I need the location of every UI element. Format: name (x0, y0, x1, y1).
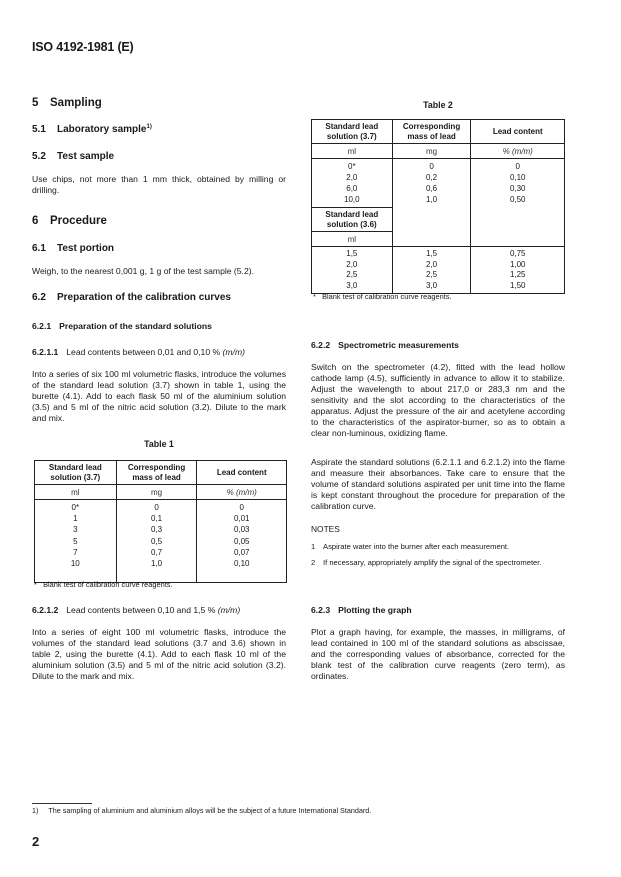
table-cell: 0,05 (233, 536, 250, 546)
section-6-2-2-text-1: Switch on the spectrometer (4.2), fitted with the lead hollow cathode lamp (4.5), sufficiently in advance to allow it to stabilize. Adjust the wavelength to about 217,0 or 283,3 nm and the sensitivity and the slot according to the characteristics of the apparatus. Adjust the pressure of the air and acetylene according to the characteristics of the aspirator-burner, so as to obtain a clear non-luminous, oxidizing flame. (311, 362, 565, 438)
table-cell: 0,01 (233, 514, 250, 524)
table-cell: 1,5 (346, 249, 358, 258)
table-2-unit: mg (392, 144, 471, 159)
table-2-subheader: Standard lead solution (3.6) (312, 208, 393, 232)
table-cell: 1,00 (509, 259, 526, 269)
table-cell: 0,3 (150, 525, 163, 535)
page-footnote: 1) The sampling of aluminium and aluminium alloys will be the subject of a future International Standard. (32, 806, 372, 815)
table-2-col-content-b (471, 247, 565, 294)
table-cell: 1,5 (425, 249, 438, 258)
table-cell: 5 (73, 536, 78, 546)
table-2-header-solution: Standard lead solution (3.7) (312, 120, 393, 144)
table-cell: 0,75 (509, 249, 526, 258)
table-cell: 1,50 (509, 280, 526, 290)
table-1-unit: ml (35, 485, 117, 500)
table-1-title: Table 1 (144, 439, 174, 449)
table-1-header-content: Lead content (197, 461, 287, 485)
table-1-unit: mg (116, 485, 197, 500)
table-cell: 0 (429, 162, 434, 171)
table-cell: 0* (71, 503, 80, 512)
section-6-2-1-1-text: Into a series of six 100 ml volumetric flasks, introduce the volumes of the standard lead solution (3.7) shown in table 1, using the burette (4.1). Add to each flask 50 ml of the aluminium solution (3.5) and 5 ml of the nitric acid solution (3.2). Dilute to the mark and mix. (32, 369, 286, 423)
table-cell: 2,5 (346, 270, 358, 279)
table-cell: 0,5 (150, 536, 163, 546)
section-6-2-1-2-text: Into a series of eight 100 ml volumetric flasks, introduce the volumes of the standard lead solutions (3.7 and 3.6) shown in table 2, using the burette (4.1). Add to each flask 10 ml of the aluminium solution (3.5) and 5 ml of the nitric acid solution (3.2). Dilute to the mark and mix. (32, 627, 286, 681)
table-cell: 0,50 (509, 195, 526, 204)
table-1-header-mass: Corresponding mass of lead (116, 461, 197, 485)
table-2-title: Table 2 (423, 100, 453, 110)
section-6-1-text: Weigh, to the nearest 0,001 g, 1 g of the test sample (5.2). (32, 266, 254, 276)
table-2-header-content: Lead content (471, 120, 565, 144)
table-cell: 2,5 (425, 270, 438, 279)
table-cell: 1,0 (425, 195, 438, 204)
section-5-1-heading: 5.1 Laboratory sample$^{1)}$ (32, 124, 152, 135)
section-5-2-heading: 5.2 Test sample (32, 151, 115, 162)
table-cell: 0,03 (233, 525, 250, 535)
section-5-2-text: Use chips, not more than 1 mm thick, obtained by milling or drilling. (32, 174, 286, 195)
table-2-subunit: ml (312, 232, 393, 247)
table-cell: 2,0 (425, 259, 438, 269)
table-cell: 0,2 (425, 173, 438, 182)
table-1-col-solution (35, 500, 117, 583)
table-cell: 3,0 (425, 280, 438, 290)
notes-title: NOTES (311, 524, 340, 534)
table-1-footnote: * Blank test of calibration curve reagents. (34, 580, 173, 589)
table-cell: 2,0 (346, 259, 358, 269)
section-5-heading: 5 Sampling (32, 97, 102, 109)
table-cell: 0,30 (509, 184, 526, 193)
section-6-2-2-heading: 6.2.2 Spectrometric measurements (311, 340, 459, 350)
table-cell: 0,07 (233, 547, 250, 557)
table-2-col-mass-b (392, 247, 471, 294)
footnote-ref[interactable]: 1) (146, 124, 152, 130)
section-6-2-1-1-heading: 6.2.1.1 Lead contents between 0,01 and 0,10 % (m/m) (32, 347, 245, 357)
footnote-divider (32, 803, 92, 804)
document-id: ISO 4192-1981 (E) (32, 40, 134, 54)
table-2-unit: ml (312, 144, 393, 159)
table-cell: 7 (73, 547, 78, 557)
section-6-2-3-heading: 6.2.3 Plotting the graph (311, 605, 412, 615)
table-cell: 1,0 (150, 559, 163, 569)
section-6-1-heading: 6.1 Test portion (32, 243, 115, 254)
table-cell: 0 (239, 503, 244, 512)
table-cell: 1,25 (509, 270, 526, 279)
table-cell: 2,0 (346, 173, 358, 182)
table-cell: 0 (515, 162, 520, 171)
table-2-unit: % (m/m) (471, 144, 565, 159)
table-cell: 0,10 (509, 173, 526, 182)
section-6-2-1-heading: 6.2.1 Preparation of the standard solutions (32, 321, 212, 331)
page-number: 2 (32, 834, 40, 849)
table-cell: 0,6 (425, 184, 438, 193)
table-cell: 10,0 (344, 195, 360, 204)
table-2-col-mass-a (392, 159, 471, 247)
note-item: 1 Aspirate water into the burner after each measurement. (311, 542, 510, 551)
section-6-heading: 6 Procedure (32, 215, 107, 227)
table-2-col-solution-b (312, 247, 393, 294)
note-item: 2 If necessary, appropriately amplify the signal of the spectrometer. (311, 558, 542, 567)
table-cell: 10 (70, 559, 80, 569)
section-6-2-3-text: Plot a graph having, for example, the masses, in milligrams, of lead contained in 100 ml of the standard solutions as abscissae, and the corresponding values of absorbance, corrected for the blank test of the calibration curve reagents (zero term), as ordinates. (311, 627, 565, 681)
section-6-2-heading: 6.2 Preparation of the calibration curves (32, 292, 231, 303)
table-1-unit: % (m/m) (197, 485, 287, 500)
table-2-col-content-a (471, 159, 565, 247)
table-cell: 0,10 (233, 559, 250, 569)
table-cell: 3,0 (346, 280, 358, 290)
table-cell: 1 (73, 514, 78, 524)
table-1-header-solution: Standard lead solution (3.7) (35, 461, 117, 485)
table-cell: 0* (348, 162, 356, 171)
table-2-header-mass: Corresponding mass of lead (392, 120, 471, 144)
table-2-footnote: * Blank test of calibration curve reagents. (313, 292, 452, 301)
table-1-col-content (197, 500, 287, 583)
table-cell: 3 (73, 525, 78, 535)
table-cell: 0,7 (150, 547, 163, 557)
section-6-2-2-text-2: Aspirate the standard solutions (6.2.1.1 and 6.2.1.2) into the flame and measure their absorbances. Take care to ensure that the volume of standard solutions aspirated per unit time into the flame is kept constant throughout the procedure for preparation of the calibration curve. (311, 457, 565, 511)
table-cell: 0 (154, 503, 159, 512)
table-cell: 6,0 (346, 184, 358, 193)
table-1-col-mass (116, 500, 197, 583)
table-2-col-solution-a (312, 159, 393, 208)
table-2 (311, 119, 565, 294)
table-cell: 0,1 (150, 514, 163, 524)
table-1 (34, 460, 287, 583)
section-6-2-1-2-heading: 6.2.1.2 Lead contents between 0,10 and 1,5 % (m/m) (32, 605, 241, 615)
